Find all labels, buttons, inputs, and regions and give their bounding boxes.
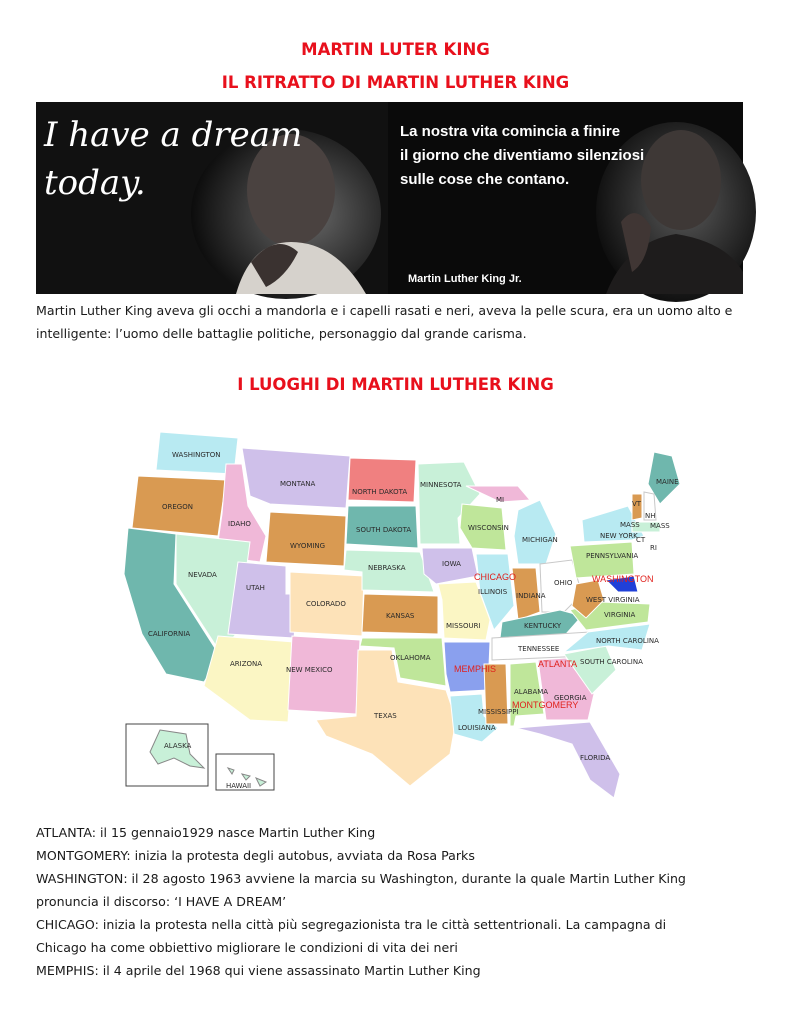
place-washington-line2: pronuncia il discorso: ‘I HAVE A DREAM’ xyxy=(36,894,287,909)
city-montgomery: MONTGOMERY xyxy=(512,700,579,710)
label-west-virginia: WEST VIRGINIA xyxy=(586,596,640,604)
state-montana xyxy=(242,448,350,508)
label-montana: MONTANA xyxy=(280,480,316,488)
label-hawaii: HAWAII xyxy=(226,782,252,790)
places-heading: I LUOGHI DI MARTIN LUTHER KING xyxy=(237,375,554,394)
label-florida: FLORIDA xyxy=(580,754,611,762)
page-title: MARTIN LUTER KING xyxy=(301,40,490,59)
label-ri: RI xyxy=(650,544,657,552)
label-colorado: COLORADO xyxy=(306,600,346,608)
label-nh: NH xyxy=(645,512,656,520)
label-mississippi: MISSISSIPPI xyxy=(478,708,519,716)
label-wisconsin: WISCONSIN xyxy=(468,524,509,532)
state-wyoming xyxy=(266,512,346,566)
label-alabama: ALABAMA xyxy=(514,688,549,696)
banner-image xyxy=(36,102,743,294)
label-missouri: MISSOURI xyxy=(446,622,481,630)
label-wyoming: WYOMING xyxy=(290,542,326,550)
quote-signature: Martin Luther King Jr. xyxy=(408,273,522,285)
label-ct: CT xyxy=(636,536,646,544)
label-tennessee: TENNESSEE xyxy=(518,645,560,653)
label-nebraska: NEBRASKA xyxy=(368,564,406,572)
quote-left-line2: today. xyxy=(44,163,146,203)
portrait-heading: IL RITRATTO DI MARTIN LUTHER KING xyxy=(221,73,570,92)
label-minnesota: MINNESOTA xyxy=(420,481,462,489)
label-indiana: INDIANA xyxy=(516,592,546,600)
label-georgia: GEORGIA xyxy=(554,694,587,702)
label-kentucky: KENTUCKY xyxy=(524,622,562,630)
label-oklahoma: OKLAHOMA xyxy=(390,654,431,662)
place-montgomery: MONTGOMERY: inizia la protesta degli autobus, avviata da Rosa Parks xyxy=(36,848,475,863)
label-illinois: ILLINOIS xyxy=(478,588,508,596)
place-memphis: MEMPHIS: il 4 aprile del 1968 qui viene assassinato Martin Luther King xyxy=(36,963,481,978)
city-chicago: CHICAGO xyxy=(474,572,517,582)
label-pennsylvania: PENNSYLVANIA xyxy=(586,552,639,560)
quote-left-line1: I have a dream xyxy=(44,115,303,155)
place-atlanta: ATLANTA: il 15 gennaio1929 nasce Martin Luther King xyxy=(36,825,376,840)
label-michigan: MICHIGAN xyxy=(522,536,558,544)
state-utah xyxy=(228,562,298,638)
label-ohio: OHIO xyxy=(554,579,573,587)
label-mass: MASS xyxy=(620,521,640,529)
label-washington: WASHINGTON xyxy=(172,451,221,459)
label-kansas: KANSAS xyxy=(386,612,415,620)
description-paragraph: Martin Luther King aveva gli occhi a mandorla e i capelli rasati e neri, aveva la pelle scura, era un uomo alto e intelligente: l’uomo delle battaglie politiche, personaggio dal grande carisma. xyxy=(36,303,733,341)
state-pennsylvania xyxy=(570,542,634,578)
quote-right-line1: La nostra vita comincia a finire xyxy=(400,123,621,140)
usa-map-svg xyxy=(120,424,679,808)
label-alaska: ALASKA xyxy=(164,742,192,750)
city-memphis: MEMPHIS xyxy=(454,664,497,674)
state-arizona xyxy=(204,636,294,722)
label-maine: MAINE xyxy=(656,478,679,486)
quote-right-line2: il giorno che diventiamo silenziosi xyxy=(400,147,645,164)
city-washington: WASHINGTON xyxy=(592,574,654,584)
place-washington-line1: WASHINGTON: il 28 agosto 1963 avviene la marcia su Washington, durante la quale Martin Luther King xyxy=(36,871,686,886)
usa-map xyxy=(120,424,679,808)
label-new-mexico: NEW MEXICO xyxy=(286,666,333,674)
label-nevada: NEVADA xyxy=(188,571,217,579)
label-vt: VT xyxy=(632,500,642,508)
label-south-dakota: SOUTH DAKOTA xyxy=(356,526,412,534)
label-mi: MI xyxy=(496,496,505,504)
place-chicago-line2: Chicago ha come obbiettivo migliorare le condizioni di vita dei neri xyxy=(36,940,458,955)
state-michigan xyxy=(514,500,556,564)
label-north-dakota: NORTH DAKOTA xyxy=(352,488,408,496)
label-north-carolina: NORTH CAROLINA xyxy=(596,637,659,645)
label-utah: UTAH xyxy=(246,584,265,592)
city-atlanta: ATLANTA xyxy=(538,659,578,669)
label-iowa: IOWA xyxy=(442,560,461,568)
label-south-carolina: SOUTH CAROLINA xyxy=(580,658,643,666)
quote-right-line3: sulle cose che contano. xyxy=(400,171,570,188)
label-california: CALIFORNIA xyxy=(148,630,191,638)
label-oregon: OREGON xyxy=(162,503,193,511)
label-mass-outside: MASS xyxy=(650,522,670,530)
label-arizona: ARIZONA xyxy=(230,660,263,668)
label-louisiana: LOUISIANA xyxy=(458,724,496,732)
place-chicago-line1: CHICAGO: inizia la protesta nella città più segregazionista tra le città settentrionali. La campagna di xyxy=(36,917,667,932)
mlk-quote-banner xyxy=(36,102,743,294)
label-virginia: VIRGINIA xyxy=(604,611,636,619)
label-new-york: NEW YORK xyxy=(600,532,638,540)
label-idaho: IDAHO xyxy=(228,520,251,528)
state-new-mexico xyxy=(288,636,360,714)
label-texas: TEXAS xyxy=(374,712,397,720)
